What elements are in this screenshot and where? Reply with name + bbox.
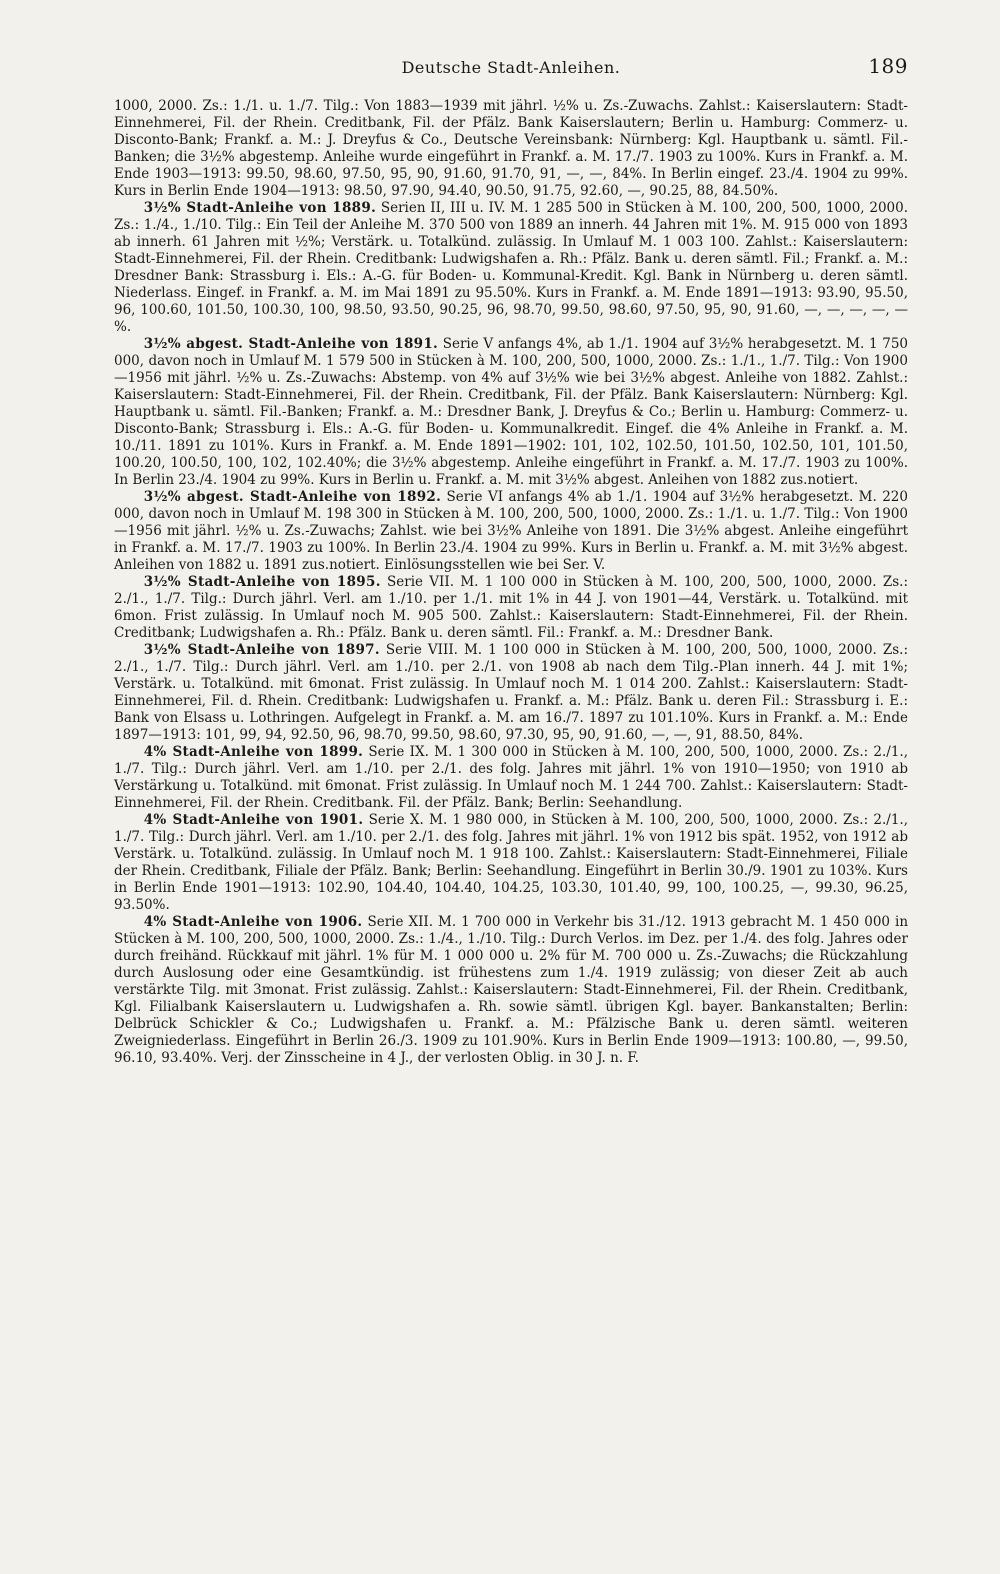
paragraph-text: Serien II, III u. IV. M. 1 285 500 in Stücken à M. 100, 200, 500, 1000, 2000. Zs.: 1./4., 1./10. Tilg.: Ein Teil der Anleihe M. 370 500 von 1889 an innerh. 44 Jahren mit 1%. M. 915 000 von 1893 ab innerh. 61 Jahren mit ½%; Verstärk. u. Totalkünd. zulässig. In Umlauf M. 1 003 100. Zahlst.: Kaiserslautern: Stadt-Einnehmerei, Fil. der Rhein. Creditbank: Ludwigshafen a. Rh.: Pfälz. Bank u. deren sämtl. Fil.; Frankf. a. M.: Dresdner Bank: Strassburg i. Els.: A.-G. für Boden- u. Kommunal-Kredit. Kgl. Bank in Nürnberg u. deren sämtl. Niederlass. Eingef. in Frankf. a. M. im Mai 1891 zu 95.50%. Kurs in Frankf. a. M. Ende 1891—1913: 93.90, 95.50, 96, 100.60, 101.50, 100.30, 100, 98.50, 93.50, 90.25, 96, 98.70, 99.50, 98.60, 97.50, 95, 90, 91.60, —, —, —, —, —%.: [114, 200, 908, 335]
entry-heading: 3½% abgest. Stadt-Anleihe von 1891.: [143, 336, 439, 352]
page-header: [114, 54, 908, 98]
entry-heading: 3½% Stadt-Anleihe von 1889.: [143, 200, 377, 216]
entry-heading: 4% Stadt-Anleihe von 1901.: [143, 812, 364, 828]
entry-heading: 3½% Stadt-Anleihe von 1897.: [143, 642, 380, 658]
paragraph-text: Serie X. M. 1 980 000, in Stücken à M. 100, 200, 500, 1000, 2000. Zs.: 2./1., 1./7. Tilg.: Durch jährl. Verl. am 1./10. per 2./1. des folg. Jahres mit jährl. 1% von 1912 bis spät. 1952, von 1912 ab Verstärk. u. Totalkünd. zulässig. In Umlauf noch M. 1 918 100. Zahlst.: Kaiserslautern: Stadt-Einnehmerei, Filiale der Rhein. Creditbank, Filiale der Pfälz. Bank; Berlin: Seehandlung. Eingeführt in Berlin 30./9. 1901 zu 103%. Kurs in Berlin Ende 1901—1913: 102.90, 104.40, 104.40, 104.25, 103.30, 101.40, 99, 100, 100.25, —, 99.30, 96.25, 93.50%.: [114, 812, 909, 913]
paragraph-anleihe-1899: [114, 744, 908, 812]
paragraph-anleihe-1895: [114, 574, 908, 642]
running-title: Deutsche Stadt-Anleihen.: [401, 58, 621, 77]
paragraph-text: Serie VIII. M. 1 100 000 in Stücken à M. 100, 200, 500, 1000, 2000. Zs.: 2./1., 1./7. Tilg.: Durch jährl. Verl. am 1./10. per 2./1. von 1908 ab nach dem Tilg.-Plan innerh. 44 J. mit 1%; Verstärk. u. Totalkünd. mit 6monat. Frist zulässig. In Umlauf noch M. 1 014 200. Zahlst.: Kaiserslautern: Stadt-Einnehmerei, Fil. d. Rhein. Creditbank: Ludwigshafen u. Frankf. a. M.: Pfälz. Bank u. deren Fil.: Strassburg i. E.: Bank von Elsass u. Lothringen. Aufgelegt in Frankf. a. M. am 16./7. 1897 zu 101.10%. Kurs in Frankf. a. M.: Ende 1897—1913: 101, 99, 94, 92.50, 96, 98.70, 99.50, 98.60, 97.30, 95, 90, 91.60, —, —, 91, 88.50, 84%.: [114, 642, 909, 743]
paragraph-text: Serie IX. M. 1 300 000 in Stücken à M. 100, 200, 500, 1000, 2000. Zs.: 2./1., 1./7. Tilg.: Durch jährl. Verl. am 1./10. per 2./1. des folg. Jahres mit jährl. 1% von 1910—1950; von 1910 ab Verstärkung u. Totalkünd. mit 6monat. Frist zulässig. In Umlauf noch M. 1 244 700. Zahlst.: Kaiserslautern: Stadt-Einnehmerei, Fil. der Rhein. Creditbank. Fil. der Pfälz. Bank; Berlin: Seehandlung.: [114, 744, 909, 811]
paragraph-anleihe-1891: [114, 336, 908, 489]
entry-heading: 4% Stadt-Anleihe von 1906.: [143, 914, 363, 930]
paragraph-anleihe-1906: [114, 914, 908, 1067]
paragraph-anleihe-1889: [114, 200, 908, 336]
paragraph-text: Serie VII. M. 1 100 000 in Stücken à M. 100, 200, 500, 1000, 2000. Zs.: 2./1., 1./7. Tilg.: Durch jährl. Verl. am 1./10. per 1./1. mit 1% in 44 J. von 1901—44, Verstärk. u. Totalkünd. mit 6mon. Frist zulässig. In Umlauf noch M. 905 500. Zahlst.: Kaiserslautern: Stadt-Einnehmerei, Fil. der Rhein. Creditbank; Ludwigshafen a. Rh.: Pfälz. Bank u. deren sämtl. Fil.: Frankf. a. M.: Dresdner Bank.: [114, 574, 908, 641]
paragraph-text: Serie V anfangs 4%, ab 1./1. 1904 auf 3½% herabgesetzt. M. 1 750 000, davon noch in Umlauf M. 1 579 500 in Stücken à M. 100, 200, 500, 1000, 2000. Zs.: 1./1., 1./7. Tilg.: Von 1900—1956 mit jährl. ½% u. Zs.-Zuwachs: Abstemp. von 4% auf 3½% wie bei 3½% abgest. Anleihe von 1882. Zahlst.: Kaiserslautern: Stadt-Einnehmerei, Fil. der Rhein. Creditbank, Fil. der Pfälz. Bank Kaiserslautern: Nürnberg: Kgl. Hauptbank u. sämtl. Fil.-Banken; Frankf. a. M.: Dresdner Bank, J. Dreyfus & Co.; Berlin u. Hamburg: Commerz- u. Disconto-Bank; Strassburg i. Els.: A.-G. für Boden- u. Kommunalkredit. Eingef. die 4% Anleihe in Frankf. a. M. 10./11. 1891 zu 101%. Kurs in Frankf. a. M. Ende 1891—1902: 101, 102, 102.50, 101.50, 102.50, 101, 101.50, 100.20, 100.50, 100, 102, 102.40%; die 3½% abgestemp. Anleihe eingeführt in Frankf. a. M. 17./7. 1903 zu 100%. In Berlin 23./4. 1904 zu 99%. Kurs in Berlin u. Frankf. a. M. mit 3½% abgest. Anleihen von 1882 zus.notiert.: [114, 336, 909, 488]
paragraph-text: Serie XII. M. 1 700 000 in Verkehr bis 31./12. 1913 gebracht M. 1 450 000 in Stücken à M. 100, 200, 500, 1000, 2000. Zs.: 1./4., 1./10. Tilg.: Durch Verlos. im Dez. per 1./4. des folg. Jahres oder durch freihänd. Rückkauf mit jährl. 1% für M. 1 000 000 u. 2% für M. 700 000 u. Zs.-Zuwachs; die Rückzahlung durch Auslosung oder eine Gesamtkündig. ist frühestens zum 1./4. 1919 zulässig; von dieser Zeit ab auch verstärkte Tilg. mit 3monat. Frist zulässig. Zahlst.: Kaiserslautern: Stadt-Einnehmerei, Fil. der Rhein. Creditbank, Kgl. Filialbank Kaiserslautern u. Ludwigshafen a. Rh. sowie sämtl. übrigen Kgl. bayer. Bankanstalten; Berlin: Delbrück Schickler & Co.; Ludwigshafen u. Frankf. a. M.: Pfälzische Bank u. deren sämtl. weiteren Zweigniederlass. Eingeführt in Berlin 26./3. 1909 zu 101.90%. Kurs in Berlin Ende 1909—1913: 100.80, —, 99.50, 96.10, 93.40%. Verj. der Zinsscheine in 4 J., der verlosten Oblig. in 30 J. n. F.: [114, 914, 909, 1066]
document-body: [114, 98, 908, 1067]
entry-heading: 3½% Stadt-Anleihe von 1895.: [143, 574, 381, 590]
entry-heading: 3½% abgest. Stadt-Anleihe von 1892.: [143, 489, 442, 505]
paragraph-anleihe-1901: [114, 812, 908, 914]
entry-heading: 4% Stadt-Anleihe von 1899.: [143, 744, 364, 760]
page-number: 189: [868, 54, 908, 78]
paragraph-anleihe-1892: [114, 489, 908, 574]
paragraph-text: 1000, 2000. Zs.: 1./1. u. 1./7. Tilg.: Von 1883—1939 mit jährl. ½% u. Zs.-Zuwachs. Zahlst.: Kaiserslautern: Stadt-Einnehmerei, Fil. der Rhein. Creditbank, Fil. der Pfälz. Bank Kaiserslautern; Berlin u. Hamburg: Commerz- u. Disconto-Bank; Frankf. a. M.: J. Dreyfus & Co., Deutsche Vereinsbank: Nürnberg: Kgl. Hauptbank u. sämtl. Fil.-Banken; die 3½% abgestemp. Anleihe wurde eingeführt in Frankf. a. M. 17./7. 1903 zu 100%. Kurs in Frankf. a. M. Ende 1903—1913: 99.50, 98.60, 97.50, 95, 90, 91.60, 91.70, 91, —, —, 84%. In Berlin eingef. 23./4. 1904 zu 99%. Kurs in Berlin Ende 1904—1913: 98.50, 97.90, 94.40, 90.50, 91.75, 92.60, —, 90.25, 88, 84.50%.: [114, 98, 908, 199]
paragraph-continuation: [114, 98, 908, 200]
paragraph-text: Serie VI anfangs 4% ab 1./1. 1904 auf 3½% herabgesetzt. M. 220 000, davon noch in Umlauf M. 198 300 in Stücken à M. 100, 200, 500, 1000, 2000. Zs.: 1./1. u. 1./7. Tilg.: Von 1900—1956 mit jährl. ½% u. Zs.-Zuwachs; Zahlst. wie bei 3½% Anleihe von 1891. Die 3½% abgest. Anleihe eingeführt in Frankf. a. M. 17./7. 1903 zu 100%. In Berlin 23./4. 1904 zu 99%. Kurs in Berlin u. Frankf. a. M. mit 3½% abgest. Anleihen von 1882 u. 1891 zus.notiert. Einlösungsstellen wie bei Ser. V.: [114, 489, 908, 573]
paragraph-anleihe-1897: [114, 642, 908, 744]
